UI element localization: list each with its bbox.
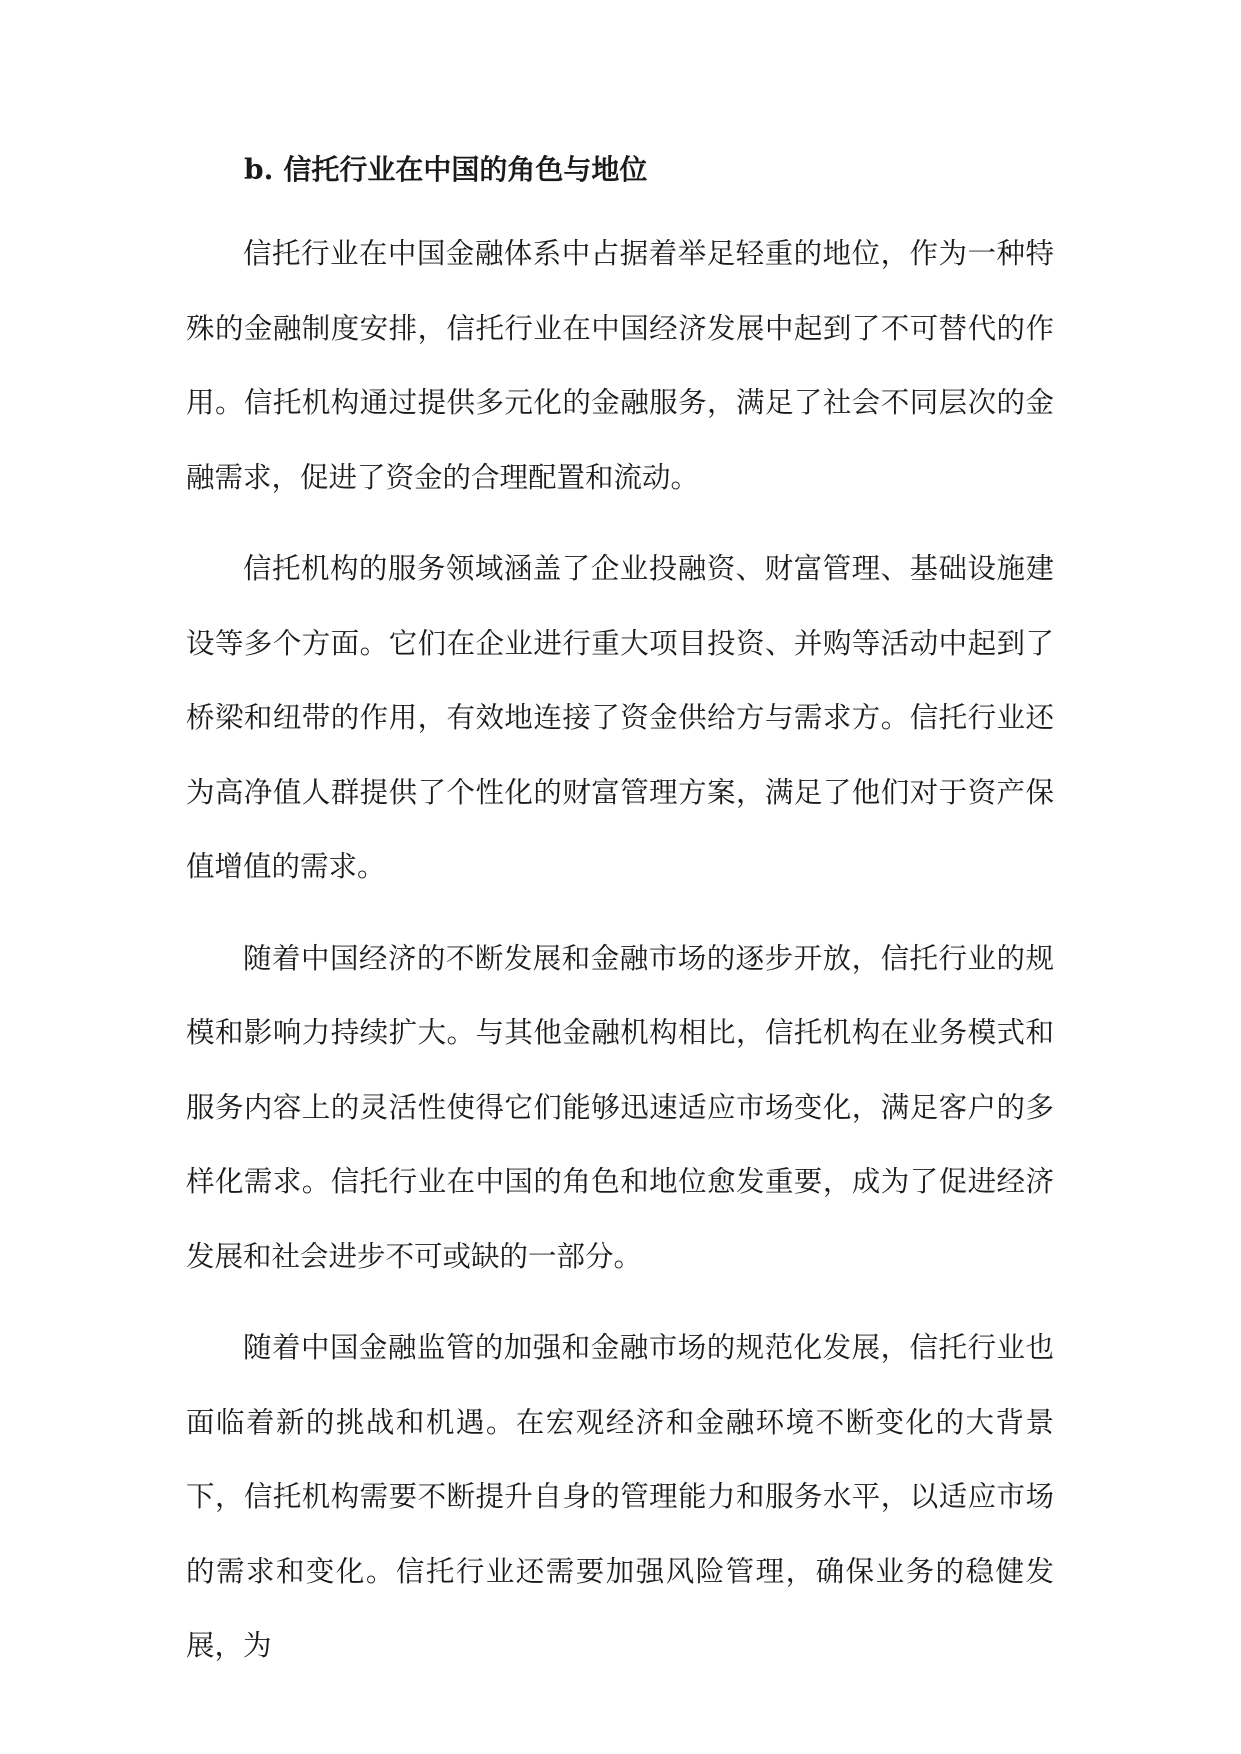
page-content bbox=[186, 140, 1054, 1684]
paragraph-4: 随着中国金融监管的加强和金融市场的规范化发展，信托行业也面临着新的挑战和机遇。在宏观经济和金融环境不断变化的大背景下，信托机构需要不断提升自身的管理能力和服务水平，以适应市场的需求和变化。信托行业还需要加强风险管理，确保业务的稳健发展，为 bbox=[186, 1331, 1054, 1662]
paragraph-2: 信托机构的服务领域涵盖了企业投融资、财富管理、基础设施建设等多个方面。它们在企业进行重大项目投资、并购等活动中起到了桥梁和纽带的作用，有效地连接了资金供给方与需求方。信托行业还为高净值人群提供了个性化的财富管理方案，满足了他们对于资产保值增值的需求。 bbox=[186, 552, 1054, 883]
section-marker: b. bbox=[244, 153, 274, 186]
paragraph-1: 信托行业在中国金融体系中占据着举足轻重的地位，作为一种特殊的金融制度安排，信托行业在中国经济发展中起到了不可替代的作用。信托机构通过提供多元化的金融服务，满足了社会不同层次的金融需求，促进了资金的合理配置和流动。 bbox=[186, 237, 1054, 494]
section-title: 信托行业在中国的角色与地位 bbox=[283, 153, 648, 186]
paragraph-3: 随着中国经济的不断发展和金融市场的逐步开放，信托行业的规模和影响力持续扩大。与其他金融机构相比，信托机构在业务模式和服务内容上的灵活性使得它们能够迅速适应市场变化，满足客户的多样化需求。信托行业在中国的角色和地位愈发重要，成为了促进经济发展和社会进步不可或缺的一部分。 bbox=[186, 941, 1054, 1273]
section-heading bbox=[186, 140, 1054, 200]
